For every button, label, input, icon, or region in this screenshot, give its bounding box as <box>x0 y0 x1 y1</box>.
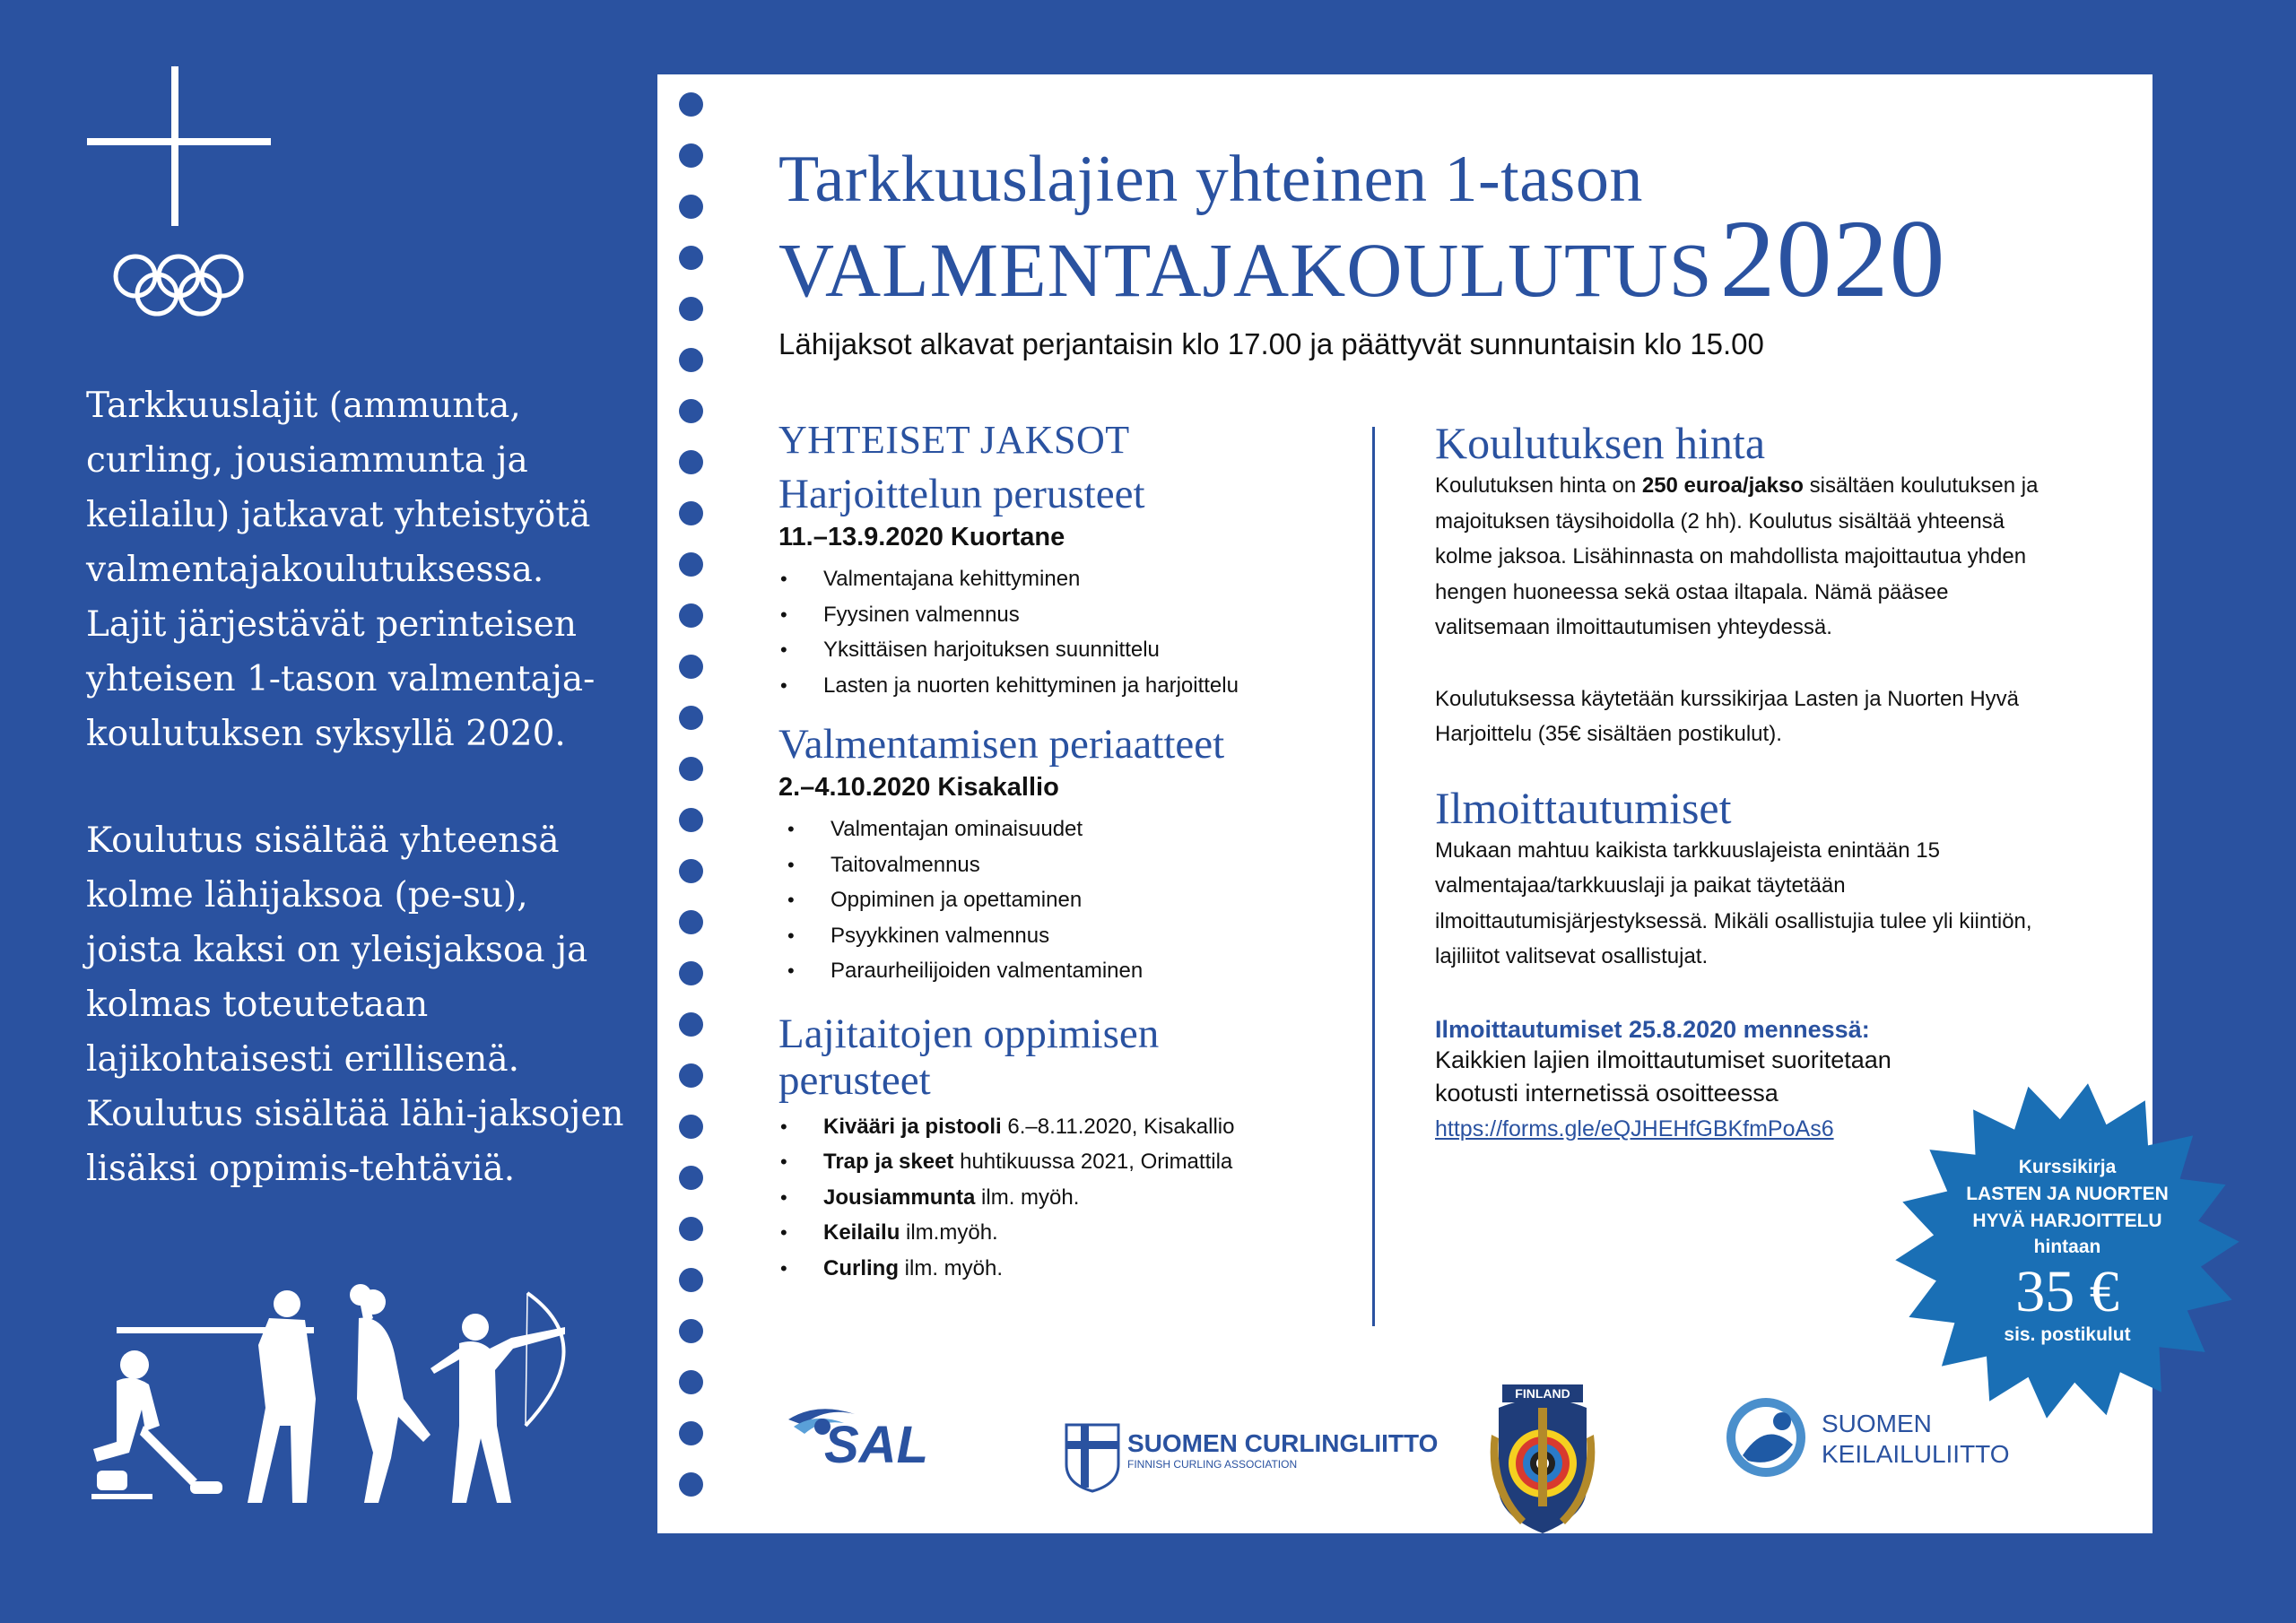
binder-hole <box>679 195 703 219</box>
badge-line-1: Kurssikirja <box>2018 1157 2117 1177</box>
section-1-list <box>778 561 1335 703</box>
registration-deadline: Ilmoittautumiset 25.8.2020 mennessä: <box>1435 1015 1870 1043</box>
list-item: • Kivääri ja pistooli 6.–8.11.2020, Kisakallio <box>778 1109 1335 1145</box>
section-1-title: Harjoittelun perusteet <box>778 471 1145 517</box>
binder-hole <box>679 348 703 372</box>
badge-line-2: LASTEN JA NUORTEN <box>1966 1184 2169 1204</box>
list-item: • Psyykkinen valmennus <box>786 918 1335 954</box>
section-2-title: Valmentamisen periaatteet <box>778 721 1225 768</box>
page-title-main: VALMENTAJAKOULUTUS <box>778 227 1713 313</box>
curling-association-logo <box>1063 1421 1439 1493</box>
binder-hole <box>679 399 703 423</box>
price-heading: Koulutuksen hinta <box>1435 418 1766 468</box>
binder-hole <box>679 1217 703 1241</box>
binder-hole <box>679 1115 703 1139</box>
list-item: • Valmentajan ominaisuudet <box>786 812 1335 847</box>
svg-text:KEILAILULIITTO: KEILAILULIITTO <box>1822 1440 2010 1468</box>
section-3-title <box>778 1011 1335 1104</box>
binder-hole <box>679 1370 703 1394</box>
binder-hole <box>679 757 703 781</box>
archery-association-logo <box>1484 1381 1601 1542</box>
binder-hole <box>679 1421 703 1445</box>
section-2-date: 2.–4.10.2020 Kisakallio <box>778 773 1059 802</box>
section-3-title-line-1: Lajitaitojen oppimisen <box>778 1010 1160 1057</box>
svg-text:SAL: SAL <box>824 1416 928 1474</box>
registration-heading: Ilmoittautumiset <box>1435 782 1732 833</box>
binder-hole <box>679 910 703 934</box>
binder-hole <box>679 501 703 525</box>
sal-logo <box>781 1400 983 1474</box>
info-column <box>1435 418 2081 1148</box>
badge-line-3: HYVÄ HARJOITTELU <box>1972 1211 2162 1231</box>
list-item: • Curling ilm. myöh. <box>778 1251 1335 1287</box>
section-1-date: 11.–13.9.2020 Kuortane <box>778 523 1065 551</box>
page-title-year: 2020 <box>1719 197 1946 320</box>
registration-link[interactable]: https://forms.gle/eQJHEHfGBKfmPoAs6 <box>1435 1115 1834 1141</box>
list-item: • Paraurheilijoiden valmentaminen <box>786 953 1335 989</box>
binder-hole <box>679 552 703 577</box>
binder-hole <box>679 143 703 168</box>
sport-silhouettes-illustration <box>90 1291 574 1506</box>
section-3-list <box>778 1109 1335 1287</box>
binder-hole <box>679 1319 703 1343</box>
svg-text:SUOMEN CURLINGLIITTO: SUOMEN CURLINGLIITTO <box>1127 1429 1439 1457</box>
binder-hole <box>679 961 703 985</box>
binder-hole <box>679 1472 703 1497</box>
registration-instructions: Kaikkien lajien ilmoittautumiset suoritetaan kootusti internetissä osoitteessa <box>1435 1046 1892 1107</box>
badge-line-4: hintaan <box>2033 1237 2101 1257</box>
binder-hole <box>679 450 703 474</box>
list-item: • Fyysinen valmennus <box>778 597 1335 633</box>
section-3-title-line-2: perusteet <box>778 1056 931 1104</box>
list-item: • Valmentajana kehittyminen <box>778 561 1335 597</box>
badge-price: 35 € <box>2015 1259 2119 1324</box>
intro-paragraph-2: Koulutus sisältää yhteensä kolme lähijaksoa (pe-su), joista kaksi on yleisjaksoa ja kolmas toteutetaan lajikohtaisesti erillisenä. Koulutus sisältää lähi-jaksojen lisäksi oppimis-tehtäviä. <box>86 820 624 1189</box>
binder-hole <box>679 246 703 270</box>
list-item: • Oppiminen ja opettaminen <box>786 882 1335 918</box>
shared-periods-heading: YHTEISET JAKSOT <box>778 418 1130 462</box>
binder-hole <box>679 1268 703 1292</box>
list-item: • Taitovalmennus <box>786 847 1335 883</box>
list-item: • Yksittäisen harjoituksen suunnittelu <box>778 632 1335 668</box>
badge-line-5: sis. postikulut <box>2004 1324 2131 1345</box>
binder-hole <box>679 297 703 321</box>
binder-hole <box>679 603 703 628</box>
coursebook-text: Koulutuksessa käytetään kurssikirjaa Lasten ja Nuorten Hyvä Harjoittelu (35€ sisältäen postikulut). <box>1435 686 2019 746</box>
column-divider <box>1372 427 1375 1326</box>
registration-text: Mukaan mahtuu kaikista tarkkuuslajeista enintään 15 valmentajaa/tarkkuuslaji ja paikat täytetään ilmoittautumisjärjestyksessä. Mikäli osallistujia tulee yli kiintiön, lajiliitot valitsevat osallistujat. <box>1435 838 2032 968</box>
binder-hole <box>679 1166 703 1190</box>
binder-hole <box>679 1012 703 1037</box>
binder-hole <box>679 92 703 117</box>
binder-hole <box>679 808 703 832</box>
intro-paragraph-1: Tarkkuuslajit (ammunta, curling, jousiammunta ja keilailu) jatkavat yhteistyötä valmentajakoulutuksessa. Lajit järjestävät perinteisen yhteisen 1-tason valmentaja-koulutuksen syksyllä 2020. <box>86 386 596 754</box>
olympic-cross-rings-logo <box>85 63 283 323</box>
list-item: • Lasten ja nuorten kehittyminen ja harjoittelu <box>778 668 1335 704</box>
svg-text:SUOMEN: SUOMEN <box>1822 1410 1932 1437</box>
svg-text:FINNISH CURLING ASSOCIATION: FINNISH CURLING ASSOCIATION <box>1127 1458 1298 1471</box>
page-subtitle: Lähijaksot alkavat perjantaisin klo 17.00 ja päättyvät sunnuntaisin klo 15.00 <box>778 327 1764 360</box>
price-text: Koulutuksen hinta on 250 euroa/jakso sisältäen koulutuksen ja majoituksen täysihoidolla (2 hh). Koulutus sisältää yhteensä kolme jaksoa. Lisähinnasta on mahdollista majoittautua yhden hengen huoneessa sekä ostaa iltapala. Nämä pääsee valitsemaan ilmoittautumisen yhteydessä. <box>1435 473 2039 639</box>
svg-text:FINLAND: FINLAND <box>1515 1386 1570 1401</box>
list-item: • Trap ja skeet huhtikuussa 2021, Orimattila <box>778 1144 1335 1180</box>
binder-hole <box>679 1063 703 1088</box>
section-2-list <box>778 812 1335 989</box>
intro-text <box>86 378 633 1196</box>
binder-hole <box>679 655 703 679</box>
binder-hole <box>679 706 703 730</box>
binder-hole <box>679 859 703 883</box>
page-title-line-1: Tarkkuuslajien yhteinen 1-tason <box>778 143 1643 216</box>
list-item: • Jousiammunta ilm. myöh. <box>778 1180 1335 1216</box>
page-title-line-2 <box>778 195 1946 323</box>
list-item: • Keilailu ilm.myöh. <box>778 1215 1335 1251</box>
shared-periods-column <box>778 415 1335 1286</box>
coursebook-price-badge <box>1883 1076 2251 1426</box>
